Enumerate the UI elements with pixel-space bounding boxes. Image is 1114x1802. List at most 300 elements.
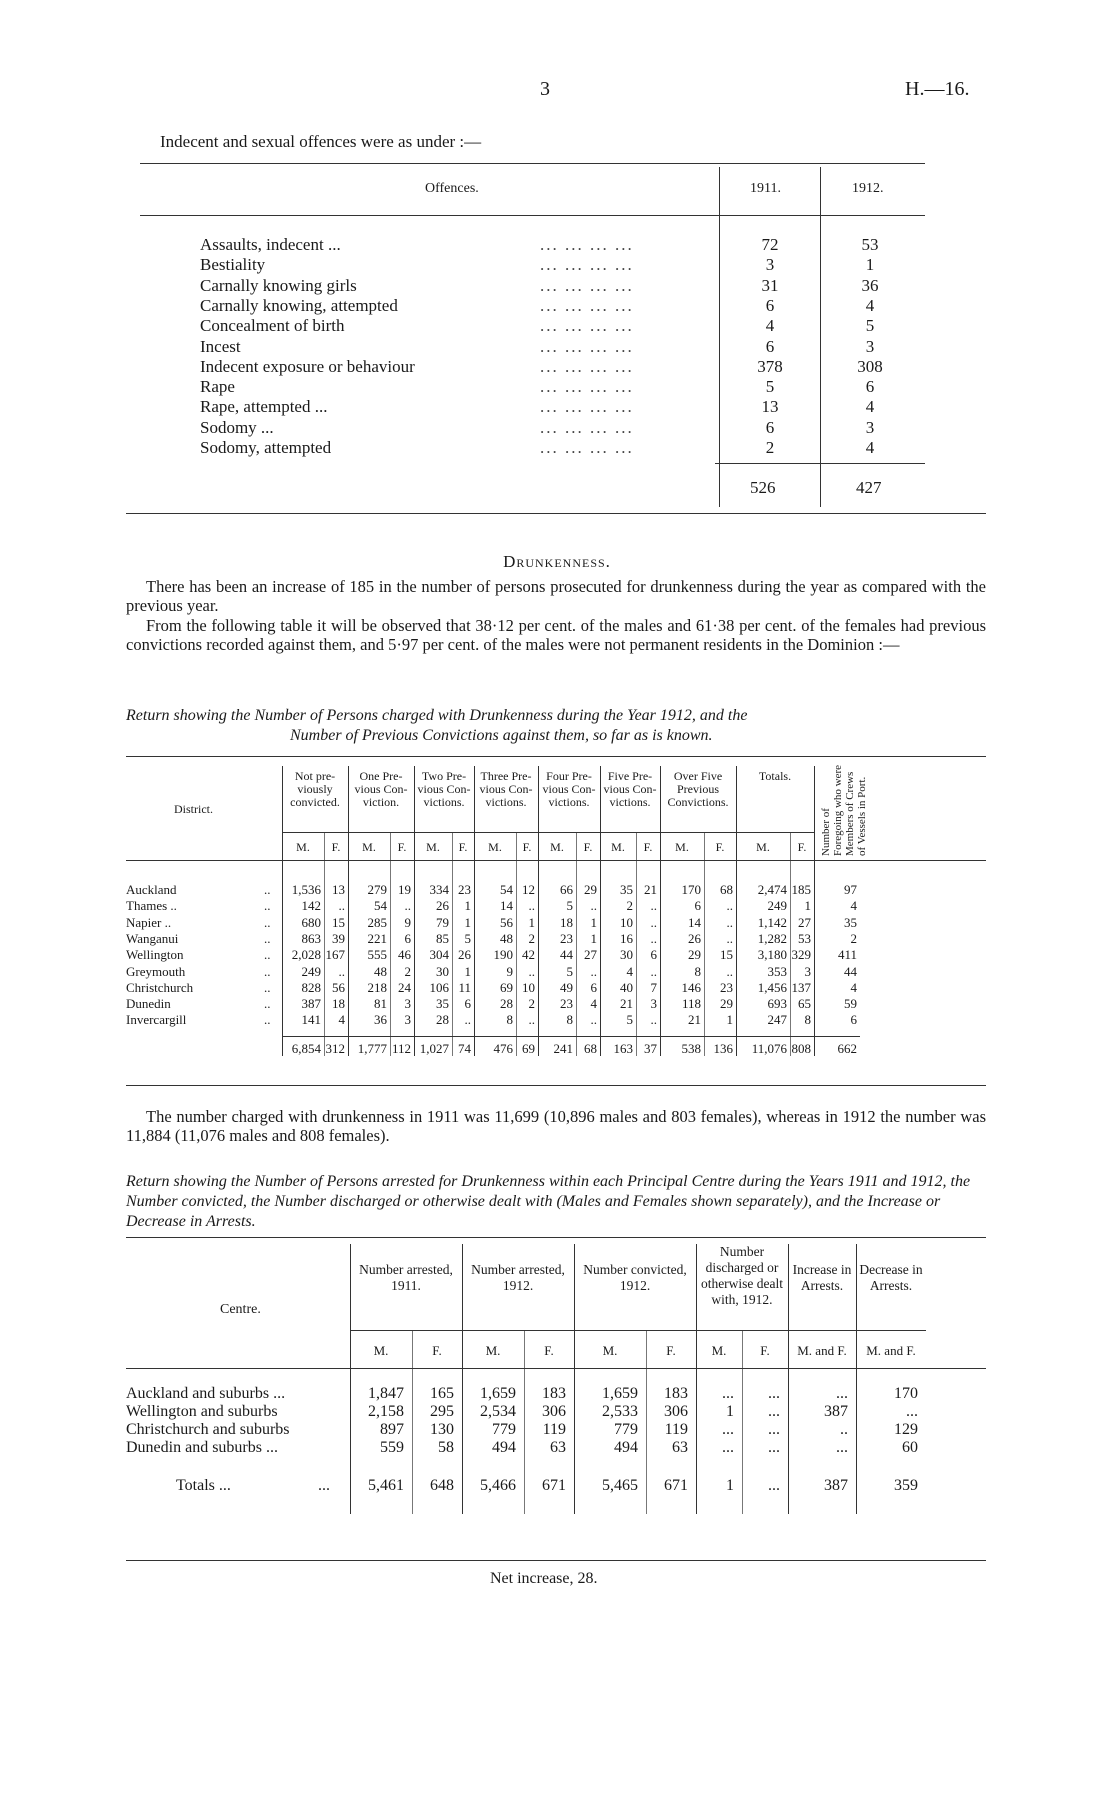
group-header: Three Pre-vious Con-victions. xyxy=(479,769,533,809)
total-cell: 476 xyxy=(493,1040,513,1056)
table-cell: .. xyxy=(726,914,733,930)
group-header: Increase in Arrests. xyxy=(792,1262,852,1293)
offence-1912: 308 xyxy=(857,356,883,376)
table-cell: 42 xyxy=(522,947,535,963)
table-cell: 21 xyxy=(620,996,633,1012)
table-cell: 30 xyxy=(436,963,449,979)
table-cell: 9 xyxy=(506,963,513,979)
table-cell: 23 xyxy=(720,979,733,995)
table-cell: 35 xyxy=(620,882,633,897)
table-cell: 130 xyxy=(430,1421,454,1438)
table-cell: 30 xyxy=(620,947,633,963)
m-header: M. xyxy=(362,840,376,854)
totals-rule xyxy=(282,1036,860,1037)
table-cell: 53 xyxy=(798,930,811,946)
leader-dots: ... ... ... ... xyxy=(540,356,634,376)
m-header: M. xyxy=(296,840,310,854)
offence-1911: 3 xyxy=(765,255,775,275)
table-cell: 129 xyxy=(894,1421,918,1438)
table-cell: 1 xyxy=(726,1403,734,1420)
table-cell: .. xyxy=(650,930,657,946)
table-cell: 63 xyxy=(550,1439,566,1456)
total-1912: 427 xyxy=(856,478,882,497)
total-cell: 671 xyxy=(542,1477,566,1494)
total-cell: 136 xyxy=(713,1040,733,1056)
group-divider xyxy=(350,1244,351,1514)
table-cell: 353 xyxy=(767,963,787,979)
table-cell: 329 xyxy=(791,947,811,963)
f-header: F. xyxy=(458,840,468,854)
offence-1912: 53 xyxy=(861,235,879,254)
m-header: M. xyxy=(756,840,770,854)
offences-table xyxy=(140,163,925,513)
total-cell: 112 xyxy=(391,1040,411,1056)
table-cell: 12 xyxy=(522,882,535,897)
table-cell: .. xyxy=(726,930,733,946)
table-cell: 27 xyxy=(798,914,811,930)
table-cell: 142 xyxy=(301,898,321,914)
table-cell: 9 xyxy=(404,914,411,930)
leader-dots: .. xyxy=(264,1012,271,1028)
table-cell: 559 xyxy=(380,1439,404,1456)
total-cell: 312 xyxy=(325,1040,345,1056)
table-cell: 1,659 xyxy=(602,1385,638,1402)
section-divider xyxy=(126,513,986,514)
m-header: M. xyxy=(675,840,689,854)
total-cell: 68 xyxy=(584,1040,597,1056)
table-cell: .. xyxy=(338,898,345,914)
leader-dots: .. xyxy=(264,947,271,963)
table-cell: 15 xyxy=(332,914,345,930)
m-header: M. xyxy=(373,1343,389,1358)
total-1911: 526 xyxy=(750,478,776,497)
group-divider xyxy=(462,1244,463,1514)
total-cell: 387 xyxy=(824,1477,848,1494)
total-cell: 163 xyxy=(613,1040,633,1056)
table-cell: 40 xyxy=(620,979,633,995)
totals-label: Totals ... xyxy=(176,1477,231,1494)
table-cell: 693 xyxy=(767,996,787,1012)
table-cell: 4 xyxy=(590,996,597,1012)
table-cell: ... xyxy=(836,1439,848,1456)
table-cell: .. xyxy=(590,963,597,979)
table-cell: 2 xyxy=(626,898,633,914)
table-cell: 1 xyxy=(726,1012,733,1028)
table-cell: 66 xyxy=(560,882,573,897)
table-cell: 28 xyxy=(500,996,513,1012)
district-grid xyxy=(126,760,986,1080)
paragraph-3: The number charged with drunkenness in 1911 was 11,699 (10,896 males and 803 females), whereas in 1912 the number was 11,884 (11,076 males and 808 females). xyxy=(126,1107,986,1145)
year-1911-header: 1911. xyxy=(750,181,781,196)
table-cell: 183 xyxy=(542,1385,566,1402)
table-cell: 44 xyxy=(844,963,857,979)
table-cell: 411 xyxy=(837,947,857,963)
offence-1912: 36 xyxy=(861,275,879,295)
table-cell: 79 xyxy=(436,914,449,930)
m-header: M. xyxy=(711,1343,727,1358)
leader-dots: ... ... ... ... xyxy=(540,438,634,457)
table-cell: 185 xyxy=(791,882,811,897)
table-cell: 137 xyxy=(791,979,811,995)
crew-header: Number of Foregoing who were Members of Crews of Vessels in Port. xyxy=(820,764,868,856)
table-cell: .. xyxy=(464,1012,471,1028)
district-name: Wanganui xyxy=(126,930,179,946)
table-cell: 44 xyxy=(560,947,573,963)
table-cell: 3 xyxy=(404,1012,411,1028)
table-cell: 1,456 xyxy=(757,979,787,995)
table-cell: 23 xyxy=(560,930,573,946)
table-cell: 97 xyxy=(844,882,857,897)
table-cell: .. xyxy=(650,1012,657,1028)
offence-label: Rape xyxy=(200,377,235,397)
mf-header: M. and F. xyxy=(866,1343,916,1358)
group-divider xyxy=(788,1244,789,1514)
total-cell: 671 xyxy=(664,1477,688,1494)
table-cell: 3,180 xyxy=(757,947,787,963)
table-cell: 4 xyxy=(338,1012,345,1028)
table-cell: 1 xyxy=(590,914,597,930)
offence-1912: 5 xyxy=(865,316,875,336)
centre-name: Wellington and suburbs xyxy=(126,1403,278,1420)
table-cell: 5 xyxy=(626,1012,633,1028)
table-cell: 306 xyxy=(664,1403,688,1420)
table-cell: 13 xyxy=(332,882,345,897)
table-cell: 779 xyxy=(492,1421,516,1438)
f-header: F. xyxy=(397,840,407,854)
table-cell: 170 xyxy=(681,882,701,897)
offence-1911: 13 xyxy=(761,397,779,417)
offence-label: Sodomy, attempted xyxy=(200,438,332,457)
leader-dots: ... ... ... ... xyxy=(540,377,634,397)
group-divider xyxy=(696,1244,697,1514)
table-cell: .. xyxy=(590,898,597,914)
leader-dots: ... ... ... ... xyxy=(540,275,634,295)
table-cell: 494 xyxy=(614,1439,638,1456)
table-cell: 48 xyxy=(374,963,387,979)
offence-1911: 72 xyxy=(761,235,779,254)
offence-1911: 6 xyxy=(765,295,775,315)
table-cell: 4 xyxy=(626,963,633,979)
offence-1912: 3 xyxy=(865,417,875,437)
centre-grid xyxy=(126,1240,986,1560)
table-cell: 146 xyxy=(681,979,701,995)
table-cell: 4 xyxy=(850,898,857,914)
leader-dots: ... ... ... ... xyxy=(540,336,634,356)
group-header: One Pre-vious Con-viction. xyxy=(354,769,408,809)
offence-label: Concealment of birth xyxy=(200,316,345,336)
table-cell: 7 xyxy=(650,979,657,995)
table-cell: 1 xyxy=(464,914,471,930)
table-cell: 5 xyxy=(566,898,573,914)
table-cell: ... xyxy=(836,1385,848,1402)
table-cell: 29 xyxy=(688,947,701,963)
total-cell: 5,461 xyxy=(368,1477,404,1494)
page-number: 3 xyxy=(540,78,550,100)
header-rule xyxy=(350,1330,926,1331)
table-cell: 26 xyxy=(688,930,701,946)
offence-1912: 6 xyxy=(865,377,875,397)
table-cell: ... xyxy=(722,1421,734,1438)
offence-1911: 6 xyxy=(765,417,775,437)
table-cell: 387 xyxy=(824,1403,848,1420)
table-cell: 3 xyxy=(804,963,811,979)
m-header: M. xyxy=(485,1343,501,1358)
table-cell: 19 xyxy=(398,882,411,897)
table-cell: 1 xyxy=(590,930,597,946)
offence-label: Assaults, indecent ... xyxy=(200,235,341,254)
f-header: F. xyxy=(797,840,807,854)
table-cell: 63 xyxy=(672,1439,688,1456)
table-cell: 249 xyxy=(767,898,787,914)
table-cell: 6 xyxy=(404,930,411,946)
table-cell: 68 xyxy=(720,882,733,897)
table-cell: 779 xyxy=(614,1421,638,1438)
table-cell: ... xyxy=(768,1385,780,1402)
table-cell: 183 xyxy=(664,1385,688,1402)
table-cell: ... xyxy=(722,1385,734,1402)
table-cell: 2,158 xyxy=(368,1403,404,1420)
table-cell: .. xyxy=(528,963,535,979)
table-cell: 2 xyxy=(850,930,857,946)
total-cell: 1,027 xyxy=(419,1040,449,1056)
m-header: M. xyxy=(611,840,625,854)
table-cell: 5 xyxy=(566,963,573,979)
table-cell: 65 xyxy=(798,996,811,1012)
table-cell: 26 xyxy=(458,947,471,963)
f-header: F. xyxy=(544,1343,554,1358)
table-cell: 2 xyxy=(528,930,535,946)
table-cell: 54 xyxy=(374,898,387,914)
f-header: F. xyxy=(666,1343,676,1358)
table-cell: 279 xyxy=(367,882,387,897)
table-cell: 10 xyxy=(620,914,633,930)
table-cell: 119 xyxy=(542,1421,566,1438)
district-name: Greymouth xyxy=(126,963,186,979)
table-cell: 23 xyxy=(458,882,471,897)
table-cell: .. xyxy=(590,1012,597,1028)
total-cell: 359 xyxy=(894,1477,918,1494)
table-cell: ... xyxy=(768,1421,780,1438)
table-cell: 2,028 xyxy=(291,947,321,963)
table-cell: 6 xyxy=(590,979,597,995)
table-cell: 21 xyxy=(644,882,657,897)
total-cell: 662 xyxy=(837,1040,857,1056)
total-cell: 241 xyxy=(553,1040,573,1056)
district-name: Christchurch xyxy=(126,979,194,995)
paragraph-1: There has been an increase of 185 in the number of persons prosecuted for drunkenness during the year as compared with the previous year. xyxy=(126,577,986,615)
f-header: F. xyxy=(331,840,341,854)
caption-1a: Return showing the Number of Persons charged with Drunkenness during the Year 1912, and the xyxy=(126,707,748,724)
leader-dots: ... ... ... ... xyxy=(540,397,634,417)
table-cell: 85 xyxy=(436,930,449,946)
table-cell: 1 xyxy=(528,914,535,930)
table-cell: 304 xyxy=(429,947,449,963)
offence-1912: 1 xyxy=(865,255,875,275)
table-cell: 16 xyxy=(620,930,633,946)
leader-dots: .. xyxy=(264,979,271,995)
table-cell: 3 xyxy=(650,996,657,1012)
table-cell: 494 xyxy=(492,1439,516,1456)
table-cell: .. xyxy=(840,1421,848,1438)
total-cell: 538 xyxy=(681,1040,701,1056)
table-cell: 221 xyxy=(367,930,387,946)
table-cell: 863 xyxy=(301,930,321,946)
mf-header: M. and F. xyxy=(797,1343,847,1358)
group-header: Number convicted, 1912. xyxy=(583,1262,687,1293)
table-cell: 11 xyxy=(458,979,471,995)
table-cell: 29 xyxy=(720,996,733,1012)
total-cell: 1 xyxy=(726,1477,734,1494)
table-cell: 170 xyxy=(894,1385,918,1402)
total-cell: 1,777 xyxy=(357,1040,387,1056)
table-cell: 1,282 xyxy=(757,930,787,946)
m-header: M. xyxy=(602,1343,618,1358)
table-cell: 2 xyxy=(404,963,411,979)
table-cell: 54 xyxy=(500,882,513,897)
table-cell: 48 xyxy=(500,930,513,946)
offence-1911: 5 xyxy=(765,377,775,397)
group-header: Number arrested, 1912. xyxy=(471,1262,565,1293)
offence-1911: 378 xyxy=(757,356,783,376)
offence-label: Incest xyxy=(200,336,241,356)
table-cell: 1 xyxy=(804,898,811,914)
table-cell: 69 xyxy=(500,979,513,995)
table-cell: .. xyxy=(338,963,345,979)
table-cell: 6 xyxy=(850,1012,857,1028)
offence-1912: 4 xyxy=(865,438,875,457)
leader-dots: .. xyxy=(264,914,271,930)
offence-1911: 2 xyxy=(765,438,775,457)
table-cell: 190 xyxy=(493,947,513,963)
offence-label: Bestiality xyxy=(200,255,266,275)
f-header: F. xyxy=(715,840,725,854)
f-header: F. xyxy=(432,1343,442,1358)
table-cell: 28 xyxy=(436,1012,449,1028)
table-cell: 555 xyxy=(367,947,387,963)
table-cell: 81 xyxy=(374,996,387,1012)
table-cell: 18 xyxy=(560,914,573,930)
table-cell: 60 xyxy=(902,1439,918,1456)
table-cell: 1,659 xyxy=(480,1385,516,1402)
leader-dots: ... ... ... ... xyxy=(540,417,634,437)
leader-dots: ... xyxy=(318,1477,330,1494)
centre-header: Centre. xyxy=(220,1302,261,1317)
table-cell: .. xyxy=(528,898,535,914)
table-cell: 15 xyxy=(720,947,733,963)
table-cell: 5 xyxy=(464,930,471,946)
caption-1b: Number of Previous Convictions against them, so far as is known. xyxy=(290,727,713,744)
district-name: Napier .. xyxy=(126,914,172,930)
table-cell: 897 xyxy=(380,1421,404,1438)
table-cell: 56 xyxy=(500,914,513,930)
table-cell: 56 xyxy=(332,979,345,995)
caption-2: Return showing the Number of Persons arrested for Drunkenness within each Principal Centre during the Years 1911 and 1912, the Number convicted, the Number discharged or otherwise dealt with (Males and Females shown separately), and the Increase or Decrease in Arrests. xyxy=(126,1173,971,1230)
table-cell: ... xyxy=(768,1403,780,1420)
group-header: Over Five Previous Convictions. xyxy=(667,769,729,809)
table-cell: 21 xyxy=(688,1012,701,1028)
offence-1911: 31 xyxy=(761,275,779,295)
offence-1912: 4 xyxy=(865,295,875,315)
table-cell: 6 xyxy=(464,996,471,1012)
offence-1911: 6 xyxy=(765,336,775,356)
table-cell: 27 xyxy=(584,947,597,963)
table-cell: 1,847 xyxy=(368,1385,404,1402)
group-header: Number arrested, 1911. xyxy=(359,1262,453,1293)
district-name: Thames .. xyxy=(126,898,177,914)
total-cell: 37 xyxy=(644,1040,657,1056)
total-cell: 74 xyxy=(458,1040,471,1056)
table-cell: 46 xyxy=(398,947,411,963)
offence-label: Carnally knowing, attempted xyxy=(200,295,398,315)
leader-dots: ... ... ... ... xyxy=(540,295,634,315)
table-cell: 8 xyxy=(694,963,701,979)
year-1912-header: 1912. xyxy=(852,181,884,196)
district-header: District. xyxy=(174,802,213,816)
district-name: Invercargill xyxy=(126,1012,187,1028)
table-cell: 14 xyxy=(688,914,701,930)
table-cell: 118 xyxy=(681,996,701,1012)
offence-label: Indecent exposure or behaviour xyxy=(200,356,415,376)
paragraph-2: From the following table it will be observed that 38·12 per cent. of the males and 61·38 per cent. of the females had previous convictions recorded against them, and 5·97 per cent. of the males were not permanent residents in the Dominion :— xyxy=(126,616,986,654)
offence-label: Carnally knowing girls xyxy=(200,275,357,295)
offence-1912: 4 xyxy=(865,397,875,417)
table-cell: 14 xyxy=(500,898,513,914)
table-cell: 58 xyxy=(438,1439,454,1456)
table-cell: 249 xyxy=(301,963,321,979)
offence-label: Rape, attempted ... xyxy=(200,397,328,417)
f-header: F. xyxy=(643,840,653,854)
table-cell: 36 xyxy=(374,1012,387,1028)
table-cell: 165 xyxy=(430,1385,454,1402)
total-cell: 5,465 xyxy=(602,1477,638,1494)
table-cell: 3 xyxy=(404,996,411,1012)
table-cell: 680 xyxy=(301,914,321,930)
leader-dots: ... ... ... ... xyxy=(540,316,634,336)
table-cell: 285 xyxy=(367,914,387,930)
table-cell: 39 xyxy=(332,930,345,946)
table-cell: 1 xyxy=(464,898,471,914)
leader-dots: ... ... ... ... xyxy=(540,235,634,254)
leader-dots: .. xyxy=(264,930,271,946)
table-cell: 59 xyxy=(844,996,857,1012)
group-divider xyxy=(856,1244,857,1514)
leader-dots: .. xyxy=(264,996,271,1012)
table-cell: ... xyxy=(906,1403,918,1420)
offence-label: Sodomy ... xyxy=(200,417,274,437)
total-cell: 5,466 xyxy=(480,1477,516,1494)
group-divider xyxy=(574,1244,575,1514)
leader-dots: .. xyxy=(264,898,271,914)
table-cell: 306 xyxy=(542,1403,566,1420)
table-cell: 1,142 xyxy=(757,914,787,930)
m-header: M. xyxy=(488,840,502,854)
table-cell: 8 xyxy=(804,1012,811,1028)
table-cell: .. xyxy=(650,914,657,930)
total-cell: 808 xyxy=(791,1040,811,1056)
district-name: Wellington xyxy=(126,947,184,963)
table-cell: 295 xyxy=(430,1403,454,1420)
table-cell: 1 xyxy=(464,963,471,979)
table-cell: 35 xyxy=(844,914,857,930)
table-cell: 23 xyxy=(560,996,573,1012)
leader-dots: .. xyxy=(264,963,271,979)
table-cell: 247 xyxy=(767,1012,787,1028)
intro-text: Indecent and sexual offences were as under :— xyxy=(160,132,482,151)
table-cell: 387 xyxy=(301,996,321,1012)
table-cell: .. xyxy=(528,1012,535,1028)
table-cell: 828 xyxy=(301,979,321,995)
table-cell: 4 xyxy=(850,979,857,995)
